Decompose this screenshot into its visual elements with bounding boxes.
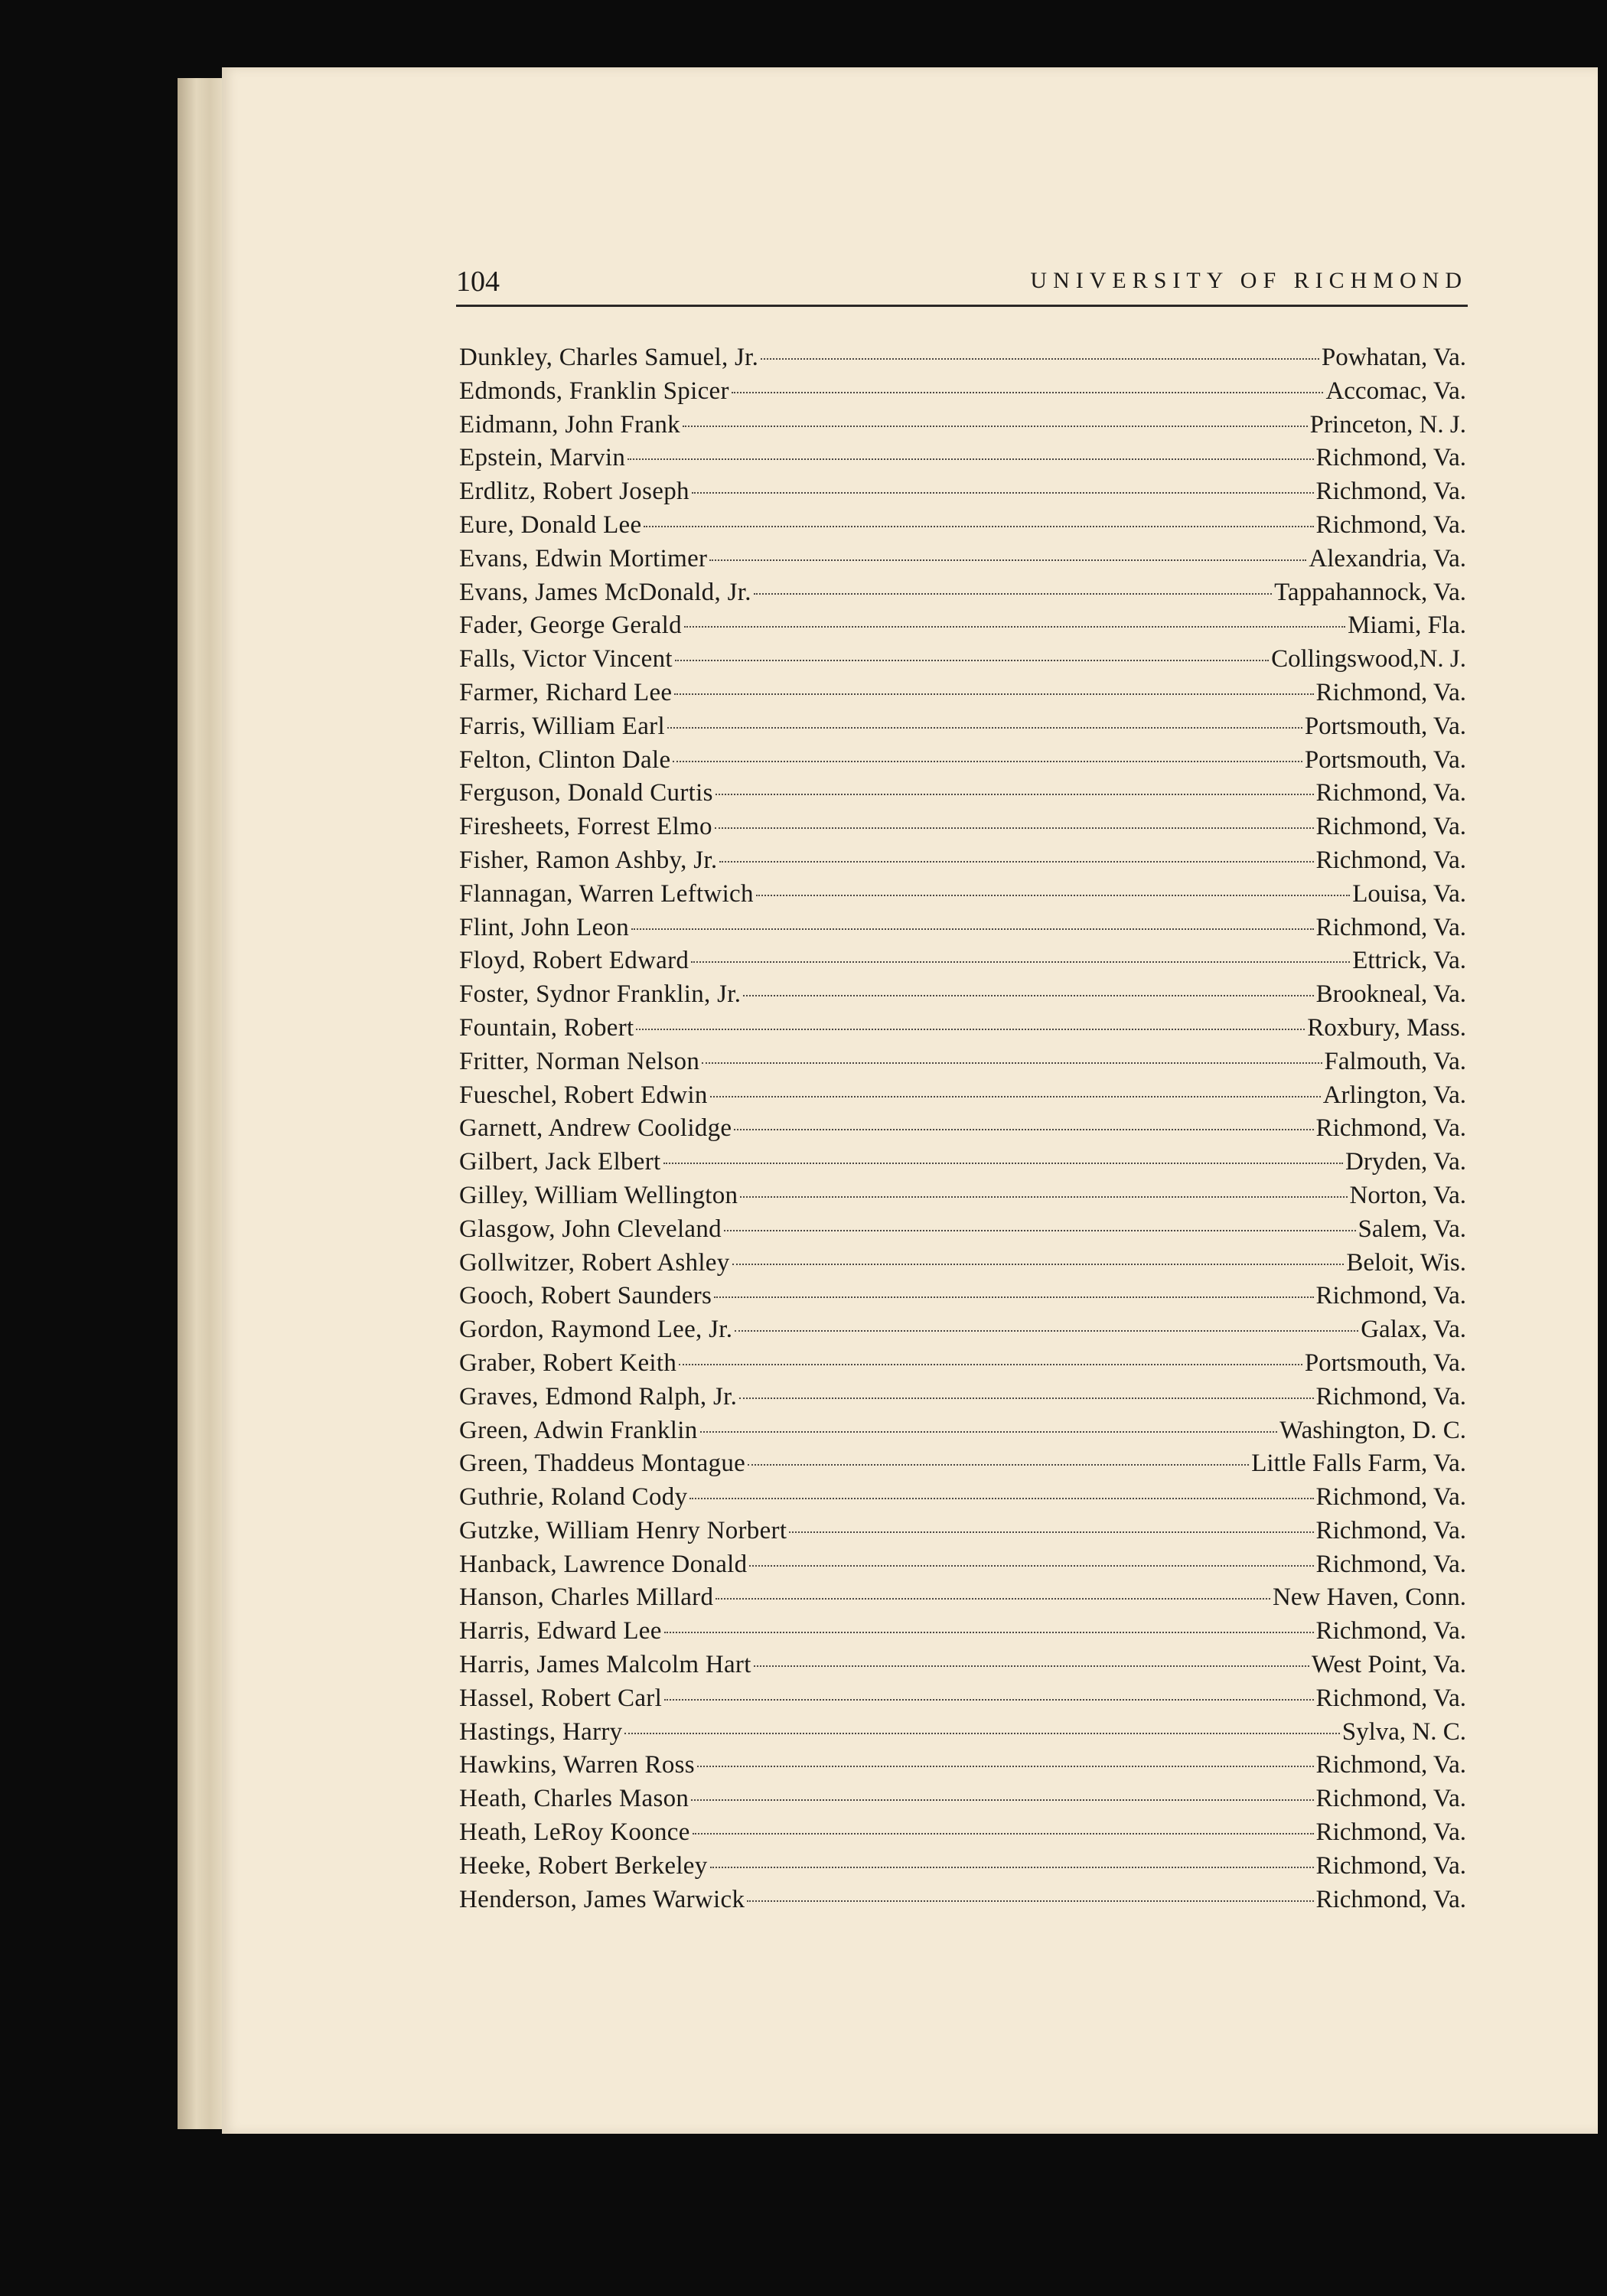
- dot-leader: [674, 693, 1313, 695]
- student-hometown: Richmond, Va.: [1315, 1785, 1466, 1813]
- roster-entry: [459, 1649, 1466, 1682]
- dot-leader: [739, 1397, 1313, 1399]
- roster-entry: [459, 1347, 1466, 1381]
- dot-leader: [624, 1733, 1339, 1734]
- student-hometown: Richmond, Va.: [1315, 846, 1466, 874]
- student-hometown: Richmond, Va.: [1315, 1851, 1466, 1880]
- dot-leader: [673, 761, 1302, 762]
- student-roster: [459, 341, 1466, 1916]
- roster-entry: [459, 1079, 1466, 1113]
- roster-entry: [459, 1280, 1466, 1313]
- roster-entry: [459, 375, 1466, 409]
- student-hometown: Richmond, Va.: [1315, 444, 1466, 472]
- dot-leader: [692, 492, 1314, 494]
- student-hometown: Little Falls Farm, Va.: [1251, 1450, 1466, 1478]
- student-name: Harris, Edward Lee: [459, 1617, 662, 1645]
- dot-leader: [693, 1833, 1314, 1835]
- student-name: Flannagan, Warren Leftwich: [459, 879, 754, 908]
- student-hometown: Richmond, Va.: [1315, 1550, 1466, 1578]
- student-hometown: Arlington, Va.: [1322, 1081, 1466, 1109]
- roster-entry: [459, 1179, 1466, 1213]
- student-name: Gollwitzer, Robert Ashley: [459, 1248, 730, 1277]
- dot-leader: [789, 1531, 1313, 1533]
- student-hometown: Galax, Va.: [1361, 1316, 1466, 1344]
- student-hometown: Sylva, N. C.: [1341, 1717, 1466, 1746]
- student-hometown: Dryden, Va.: [1345, 1148, 1466, 1176]
- student-name: Henderson, James Warwick: [459, 1885, 745, 1913]
- student-hometown: Richmond, Va.: [1315, 1751, 1466, 1779]
- dot-leader: [748, 1464, 1249, 1466]
- student-hometown: Powhatan, Va.: [1321, 344, 1466, 371]
- dot-leader: [683, 426, 1308, 427]
- roster-entry: [459, 677, 1466, 710]
- student-name: Harris, James Malcolm Hart: [459, 1651, 751, 1679]
- roster-entry: [459, 609, 1466, 643]
- student-hometown: Richmond, Va.: [1315, 1684, 1466, 1712]
- dot-leader: [644, 526, 1313, 527]
- roster-entry: [459, 844, 1466, 878]
- running-head: [456, 265, 1468, 305]
- student-name: Eidmann, John Frank: [459, 410, 680, 439]
- roster-entry: [459, 978, 1466, 1012]
- dot-leader: [714, 1296, 1313, 1298]
- student-hometown: Norton, Va.: [1349, 1181, 1466, 1209]
- student-name: Edmonds, Franklin Spicer: [459, 377, 729, 405]
- roster-entry: [459, 1481, 1466, 1515]
- dot-leader: [754, 1665, 1309, 1667]
- student-hometown: Princeton, N. J.: [1309, 410, 1466, 439]
- student-hometown: Richmond, Va.: [1315, 813, 1466, 841]
- student-hometown: Washington, D. C.: [1279, 1416, 1466, 1444]
- dot-leader: [636, 1029, 1305, 1030]
- student-hometown: Richmond, Va.: [1315, 678, 1466, 706]
- student-name: Farmer, Richard Lee: [459, 678, 673, 706]
- dot-leader: [675, 660, 1269, 661]
- roster-entry: [459, 409, 1466, 442]
- roster-entry: [459, 1615, 1466, 1649]
- student-name: Fader, George Gerald: [459, 612, 682, 640]
- student-name: Dunkley, Charles Samuel, Jr.: [459, 344, 759, 371]
- dot-leader: [734, 1129, 1313, 1130]
- dot-leader: [715, 1598, 1270, 1600]
- student-name: Firesheets, Forrest Elmo: [459, 813, 712, 841]
- student-name: Foster, Sydnor Franklin, Jr.: [459, 980, 742, 1009]
- student-hometown: Richmond, Va.: [1315, 779, 1466, 807]
- dot-leader: [754, 593, 1272, 595]
- dot-leader: [735, 1330, 1358, 1332]
- student-hometown: Richmond, Va.: [1315, 1516, 1466, 1544]
- student-hometown: Richmond, Va.: [1315, 1818, 1466, 1847]
- dot-leader: [756, 895, 1350, 896]
- roster-entry: [459, 1247, 1466, 1280]
- roster-entry: [459, 543, 1466, 576]
- student-name: Hanson, Charles Millard: [459, 1583, 714, 1612]
- student-name: Garnett, Andrew Coolidge: [459, 1114, 732, 1143]
- roster-entry: [459, 1716, 1466, 1750]
- roster-entry: [459, 744, 1466, 778]
- roster-entry: [459, 777, 1466, 810]
- roster-entry: [459, 1213, 1466, 1247]
- dot-leader: [715, 827, 1314, 829]
- student-hometown: Richmond, Va.: [1315, 1483, 1466, 1512]
- student-name: Hanback, Lawrence Donald: [459, 1550, 748, 1578]
- roster-entry: [459, 643, 1466, 677]
- student-name: Erdlitz, Robert Joseph: [459, 478, 689, 506]
- dot-leader: [743, 995, 1313, 996]
- dot-leader: [700, 1431, 1278, 1433]
- dot-leader: [761, 358, 1319, 360]
- student-hometown: Beloit, Wis.: [1346, 1248, 1466, 1277]
- page-number: 104: [456, 266, 500, 298]
- dot-leader: [732, 392, 1324, 393]
- student-name: Heath, LeRoy Koonce: [459, 1818, 690, 1847]
- student-name: Evans, James McDonald, Jr.: [459, 578, 751, 606]
- header-rule: [456, 305, 1468, 307]
- roster-entry: [459, 509, 1466, 543]
- student-hometown: Portsmouth, Va.: [1304, 1349, 1466, 1377]
- student-name: Hassel, Robert Carl: [459, 1684, 663, 1712]
- student-hometown: Louisa, Va.: [1352, 879, 1466, 908]
- student-hometown: Richmond, Va.: [1315, 1617, 1466, 1645]
- student-hometown: Richmond, Va.: [1315, 1382, 1466, 1411]
- roster-entry: [459, 810, 1466, 844]
- dot-leader: [719, 861, 1313, 863]
- dot-leader: [691, 1799, 1313, 1801]
- roster-entry: [459, 1515, 1466, 1548]
- student-hometown: Richmond, Va.: [1315, 510, 1466, 539]
- student-hometown: Alexandria, Va.: [1309, 544, 1466, 572]
- student-name: Green, Thaddeus Montague: [459, 1450, 746, 1478]
- student-name: Glasgow, John Cleveland: [459, 1215, 722, 1243]
- student-hometown: Richmond, Va.: [1315, 1282, 1466, 1310]
- student-name: Eure, Donald Lee: [459, 510, 642, 539]
- student-hometown: West Point, Va.: [1311, 1651, 1466, 1679]
- student-name: Fisher, Ramon Ashby, Jr.: [459, 846, 718, 874]
- dot-leader: [702, 1062, 1322, 1064]
- roster-entry: [459, 1313, 1466, 1347]
- dot-leader: [710, 1867, 1314, 1868]
- roster-entry: [459, 442, 1466, 475]
- dot-leader: [732, 1264, 1345, 1265]
- roster-entry: [459, 1782, 1466, 1816]
- student-hometown: Portsmouth, Va.: [1304, 745, 1466, 774]
- student-hometown: Tappahannock, Va.: [1274, 578, 1466, 606]
- student-name: Heeke, Robert Berkeley: [459, 1851, 708, 1880]
- dot-leader: [709, 559, 1306, 561]
- dot-leader: [697, 1766, 1314, 1767]
- dot-leader: [663, 1163, 1344, 1164]
- student-hometown: Ettrick, Va.: [1352, 947, 1466, 975]
- dot-leader: [664, 1632, 1314, 1633]
- roster-entry: [459, 576, 1466, 610]
- student-hometown: Richmond, Va.: [1315, 478, 1466, 506]
- dot-leader: [724, 1230, 1356, 1231]
- student-hometown: Falmouth, Va.: [1324, 1047, 1466, 1075]
- student-hometown: Roxbury, Mass.: [1307, 1013, 1466, 1042]
- roster-entry: [459, 475, 1466, 509]
- dot-leader: [627, 458, 1313, 460]
- roster-entry: [459, 1548, 1466, 1582]
- student-name: Floyd, Robert Edward: [459, 947, 689, 975]
- roster-entry: [459, 1749, 1466, 1782]
- roster-entry: [459, 1414, 1466, 1448]
- student-hometown: Accomac, Va.: [1325, 377, 1466, 405]
- student-hometown: Collingswood,N. J.: [1271, 645, 1466, 673]
- student-name: Ferguson, Donald Curtis: [459, 779, 713, 807]
- student-name: Flint, John Leon: [459, 913, 630, 941]
- dot-leader: [664, 1699, 1313, 1701]
- dot-leader: [689, 1498, 1313, 1499]
- student-name: Farris, William Earl: [459, 712, 665, 740]
- student-name: Falls, Victor Vincent: [459, 645, 673, 673]
- student-name: Gordon, Raymond Lee, Jr.: [459, 1316, 733, 1344]
- student-hometown: Portsmouth, Va.: [1304, 712, 1466, 740]
- student-name: Gutzke, William Henry Norbert: [459, 1516, 787, 1544]
- dot-leader: [749, 1565, 1313, 1567]
- roster-entry: [459, 1682, 1466, 1716]
- student-hometown: Miami, Fla.: [1348, 612, 1466, 640]
- roster-entry: [459, 912, 1466, 945]
- roster-entry: [459, 1581, 1466, 1615]
- dot-leader: [667, 727, 1302, 729]
- student-name: Fountain, Robert: [459, 1013, 634, 1042]
- roster-entry: [459, 1816, 1466, 1850]
- student-name: Evans, Edwin Mortimer: [459, 544, 708, 572]
- dot-leader: [747, 1900, 1313, 1902]
- roster-entry: [459, 1381, 1466, 1414]
- student-name: Fritter, Norman Nelson: [459, 1047, 700, 1075]
- roster-entry: [459, 1146, 1466, 1179]
- roster-entry: [459, 944, 1466, 978]
- dot-leader: [691, 961, 1350, 963]
- roster-entry: [459, 1112, 1466, 1146]
- dot-leader: [679, 1364, 1302, 1365]
- student-hometown: Richmond, Va.: [1315, 913, 1466, 941]
- student-name: Graves, Edmond Ralph, Jr.: [459, 1382, 738, 1411]
- dot-leader: [684, 626, 1345, 628]
- roster-entry: [459, 878, 1466, 912]
- student-name: Gilbert, Jack Elbert: [459, 1148, 661, 1176]
- student-name: Epstein, Marvin: [459, 444, 626, 472]
- roster-entry: [459, 710, 1466, 744]
- roster-entry: [459, 1883, 1466, 1917]
- student-name: Gooch, Robert Saunders: [459, 1282, 712, 1310]
- roster-entry: [459, 1850, 1466, 1883]
- student-hometown: New Haven, Conn.: [1273, 1583, 1466, 1612]
- dot-leader: [631, 928, 1313, 930]
- roster-entry: [459, 1012, 1466, 1045]
- dot-leader: [715, 794, 1314, 795]
- roster-entry: [459, 1045, 1466, 1079]
- student-hometown: Richmond, Va.: [1315, 1885, 1466, 1913]
- student-name: Fueschel, Robert Edwin: [459, 1081, 708, 1109]
- student-hometown: Richmond, Va.: [1315, 1114, 1466, 1143]
- dot-leader: [740, 1196, 1347, 1198]
- student-hometown: Salem, Va.: [1358, 1215, 1466, 1243]
- student-name: Felton, Clinton Dale: [459, 745, 671, 774]
- running-title: UNIVERSITY OF RICHMOND: [1030, 268, 1468, 293]
- student-name: Gilley, William Wellington: [459, 1181, 738, 1209]
- student-name: Hastings, Harry: [459, 1717, 623, 1746]
- roster-entry: [459, 341, 1466, 375]
- student-name: Graber, Robert Keith: [459, 1349, 677, 1377]
- dot-leader: [710, 1096, 1321, 1097]
- student-hometown: Brookneal, Va.: [1315, 980, 1466, 1009]
- student-name: Hawkins, Warren Ross: [459, 1751, 695, 1779]
- roster-entry: [459, 1447, 1466, 1481]
- student-name: Guthrie, Roland Cody: [459, 1483, 688, 1512]
- student-name: Green, Adwin Franklin: [459, 1416, 698, 1444]
- student-name: Heath, Charles Mason: [459, 1785, 689, 1813]
